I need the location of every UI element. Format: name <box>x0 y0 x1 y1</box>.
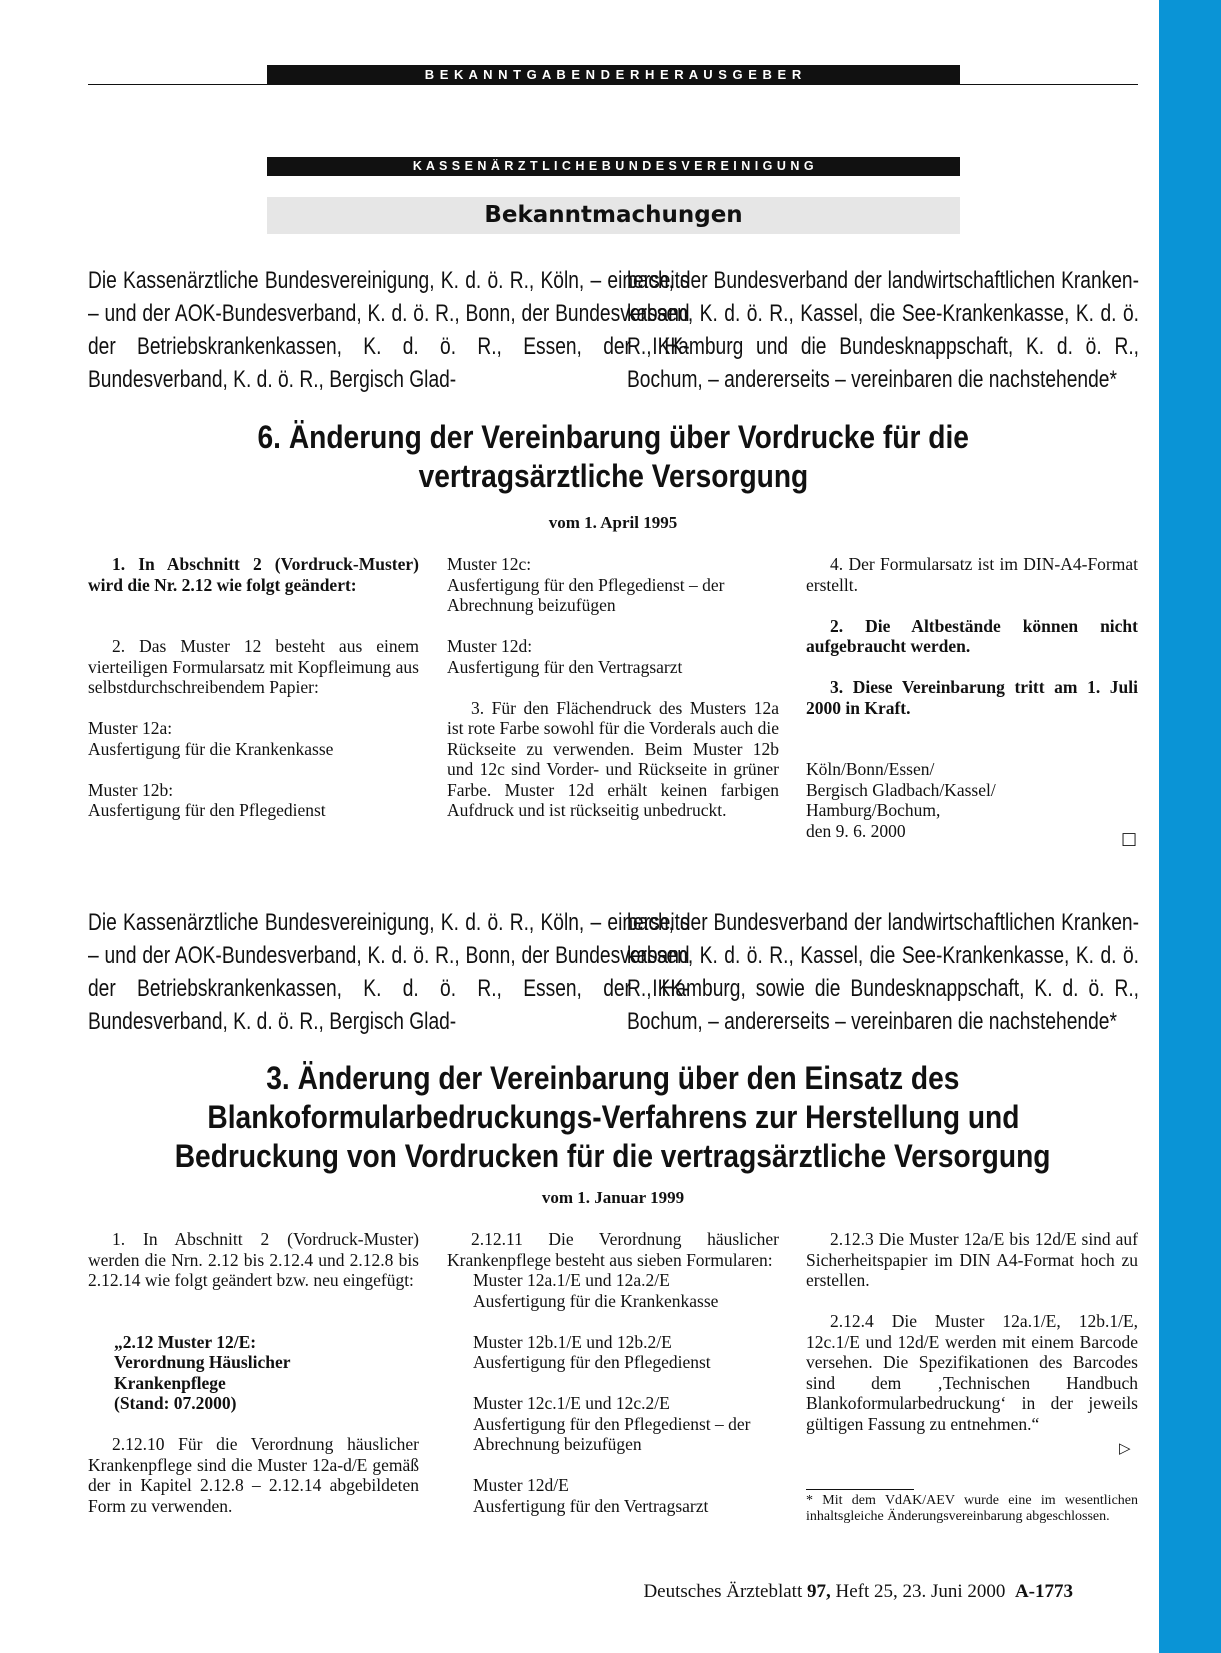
doc2-item-2-12-10: 2.12.10 Für die Verordnung häuslicher Krankenpflege sind die Muster 12a-d/E gemäß der in Kapitel 2.12.8 – 2.12.14 abgebildeten Form zu verwenden. <box>88 1434 419 1516</box>
doc2-heading-line4: (Stand: 07.2000) <box>114 1393 237 1413</box>
doc1-sign-date: den 9. 6. 2000 <box>806 820 906 841</box>
end-square-icon: □ <box>1121 829 1138 849</box>
doc1-muster-12a <box>88 718 419 759</box>
doc2-muster-12a-label: Muster 12a.1/E und 12a.2/E <box>473 1270 670 1290</box>
doc1-muster-12b-label: Muster 12b: <box>88 779 174 800</box>
doc1-column-2 <box>447 554 779 841</box>
doc1-muster-12b <box>88 780 419 821</box>
doc2-heading-line3: Krankenpflege <box>114 1372 226 1393</box>
doc2-muster-12c <box>447 1393 779 1455</box>
doc1-place-line3: Hamburg/Bochum, <box>806 800 941 820</box>
doc1-item-1: 1. In Abschnitt 2 (Vordruck-Muster) wird die Nr. 2.12 wie folgt geändert: <box>88 554 419 595</box>
footnote: * Mit dem VdAK/AEV wurde eine im wesentlichen inhaltsgleiche Änderungsvereinbarung abgeschlossen. <box>806 1493 1138 1524</box>
doc2-column-2 <box>447 1229 779 1537</box>
doc1-intro-right <box>627 264 1139 396</box>
doc2-intro-right <box>627 906 1139 1038</box>
doc1-muster-12a-label: Muster 12a: <box>88 718 173 738</box>
doc2-heading-12 <box>88 1332 419 1414</box>
doc2-muster-12c-text: Ausfertigung für den Pflegedienst – der Abrechnung beizufügen <box>473 1413 751 1454</box>
doc1-muster-12d-label: Muster 12d: <box>447 636 533 656</box>
doc1-item-3: 3. Für den Flächendruck des Musters 12a ist rote Farbe sowohl für die Vorderals auch die Rückseite zu verwenden. Beim Muster 12b und 12c sind Vorder- und Rückseite in grüner Farbe. Muster 12d erhält keinen farbigen Aufdruck und ist rückseitig unbedruckt. <box>447 697 779 820</box>
doc2-column-3 <box>806 1229 1138 1455</box>
footnote-rule <box>806 1489 914 1490</box>
doc2-item-2-12-3: 2.12.3 Die Muster 12a/E bis 12d/E sind auf Sicherheitspapier im DIN A4-Format hoch zu erstellen. <box>806 1229 1138 1290</box>
doc2-intro-left-text: Die Kassenärztliche Bundesvereinigung, K. d. ö. R., Köln, – einerseits – und der AOK-Bundesverband, K. d. ö. R., Bonn, der Bundesverband der Betriebskrankenkassen, K. d. ö. R., Essen, der IKK-Bundesverband, K. d. ö. R., Bergisch Glad- <box>88 909 690 1035</box>
doc2-muster-12d-label: Muster 12d/E <box>473 1475 569 1495</box>
doc1-muster-12b-text: Ausfertigung für den Pflegedienst <box>88 800 326 820</box>
doc2-title-line1: 3. Änderung der Vereinbarung über den Einsatz des <box>266 1060 960 1096</box>
doc2-muster-12b-label: Muster 12b.1/E und 12b.2/E <box>473 1331 672 1352</box>
doc2-muster-12d-text: Ausfertigung für den Vertragsarzt <box>473 1495 709 1516</box>
doc1-column-1 <box>88 554 419 841</box>
doc1-place-line2: Bergisch Gladbach/Kassel/ <box>806 779 996 800</box>
doc2-muster-12d <box>447 1475 779 1516</box>
doc1-muster-12c <box>447 554 779 616</box>
doc2-item-1: 1. In Abschnitt 2 (Vordruck-Muster) werden die Nrn. 2.12 bis 2.12.4 und 2.12.8 bis 2.12.14 wie folgt geändert bzw. neu eingefügt: <box>88 1229 419 1290</box>
blue-side-band <box>1159 0 1221 1653</box>
doc1-muster-12d <box>447 636 779 677</box>
doc2-muster-12b-text: Ausfertigung für den Pflegedienst <box>473 1352 711 1372</box>
doc1-title-line1: 6. Änderung der Vereinbarung über Vordrucke für die <box>257 419 969 455</box>
doc2-heading-line2: Verordnung Häuslicher <box>114 1352 291 1372</box>
doc2-muster-12a <box>447 1270 779 1311</box>
doc2-intro-right-text: bach, der Bundesverband der landwirtschaftlichen Kranken-kassen, K. d. ö. R., Kassel, die See-Krankenkasse, K. d. ö. R., Hamburg, sowie die Bundesknappschaft, K. d. ö. R., Bochum, – andererseits – vereinbaren die nachstehende* <box>627 909 1139 1035</box>
doc2-muster-12b <box>447 1332 779 1373</box>
announcements-band: Bekanntmachungen <box>267 197 960 234</box>
footer-issue: Heft 25, 23. Juni 2000 <box>835 1581 1006 1602</box>
doc1-signature-place <box>806 759 1138 841</box>
doc2-title <box>88 1059 1138 1176</box>
doc2-muster-12a-text: Ausfertigung für die Krankenkasse <box>473 1290 719 1311</box>
doc1-muster-12a-text: Ausfertigung für die Krankenkasse <box>88 738 334 759</box>
doc1-column-3 <box>806 554 1138 862</box>
doc1-item-4: 4. Der Formularsatz ist im DIN-A4-Format erstellt. <box>806 554 1138 595</box>
doc1-muster-12c-text: Ausfertigung für den Pflegedienst – der Abrechnung beizufügen <box>447 574 725 615</box>
doc1-title-line2: vertragsärztliche Versorgung <box>418 458 808 494</box>
doc1-place-line1: Köln/Bonn/Essen/ <box>806 759 935 779</box>
doc2-column-1 <box>88 1229 419 1537</box>
doc2-title-line2: Blankoformularbedruckungs-Verfahrens zur Herstellung und <box>206 1099 1020 1135</box>
doc1-intro-left-text: Die Kassenärztliche Bundesvereinigung, K. d. ö. R., Köln, – einerseits – und der AOK-Bundesverband, K. d. ö. R., Bonn, der Bundesverband der Betriebskrankenkassen, K. d. ö. R., Essen, der IKK-Bundesverband, K. d. ö. R., Bergisch Glad- <box>88 267 690 393</box>
doc2-item-2-12-11: 2.12.11 Die Verordnung häuslicher Krankenpflege besteht aus sieben Formularen: <box>447 1229 779 1270</box>
doc1-title <box>88 418 1138 496</box>
doc1-intro-right-text: bach, der Bundesverband der landwirtschaftlichen Kranken-kassen, K. d. ö. R., Kassel, die See-Krankenkasse, K. d. ö. R., Hamburg und die Bundesknappschaft, K. d. ö. R., Bochum, – andererseits – vereinbaren die nachstehende* <box>627 267 1139 393</box>
doc1-item-2: 2. Das Muster 12 besteht aus einem vierteiligen Formularsatz mit Kopfleimung aus selbstdurchschreibendem Papier: <box>88 636 419 697</box>
doc2-title-line3: Bedruckung von Vordrucken für die vertragsärztliche Versorgung <box>175 1138 1051 1174</box>
doc1-muster-12d-text: Ausfertigung für den Vertragsarzt <box>447 656 683 677</box>
footer-volume: 97, <box>807 1581 831 1602</box>
doc2-muster-12c-label: Muster 12c.1/E und 12c.2/E <box>473 1393 670 1413</box>
doc1-intro-left <box>88 264 690 396</box>
doc1-muster-12c-label: Muster 12c: <box>447 554 532 574</box>
continue-arrow-icon: ▷ <box>1119 1439 1131 1457</box>
footer-page-number: A-1773 <box>1014 1581 1073 1602</box>
doc1-item-6: 3. Diese Vereinbarung tritt am 1. Juli 2000 in Kraft. <box>806 677 1138 718</box>
kbv-bar: K A S S E N Ä R Z T L I C H E B U N D E S V E R E I N I G U N G <box>267 157 960 176</box>
doc2-heading-line1: „2.12 Muster 12/E: <box>114 1331 257 1352</box>
doc1-item-5: 2. Die Altbestände können nicht aufgebraucht werden. <box>806 615 1138 656</box>
section-header-bar: B E K A N N T G A B E N D E R H E R A U S G E B E R <box>267 65 960 84</box>
header-rule <box>88 84 1138 85</box>
page-footer <box>643 1581 1073 1603</box>
doc2-item-2-12-4: 2.12.4 Die Muster 12a.1/E, 12b.1/E, 12c.1/E und 12d/E werden mit einem Barcode versehen. Die Spezifikationen des Barcodes sind dem ‚Technischen Handbuch Blankoformularbedruckung‘ in der jeweils gültigen Fassung zu entnehmen.“ <box>806 1311 1138 1434</box>
doc1-date: vom 1. April 1995 <box>548 513 678 532</box>
doc2-intro-left <box>88 906 690 1038</box>
footer-journal: Deutsches Ärzteblatt <box>643 1581 803 1602</box>
doc2-date: vom 1. Januar 1999 <box>541 1188 685 1207</box>
